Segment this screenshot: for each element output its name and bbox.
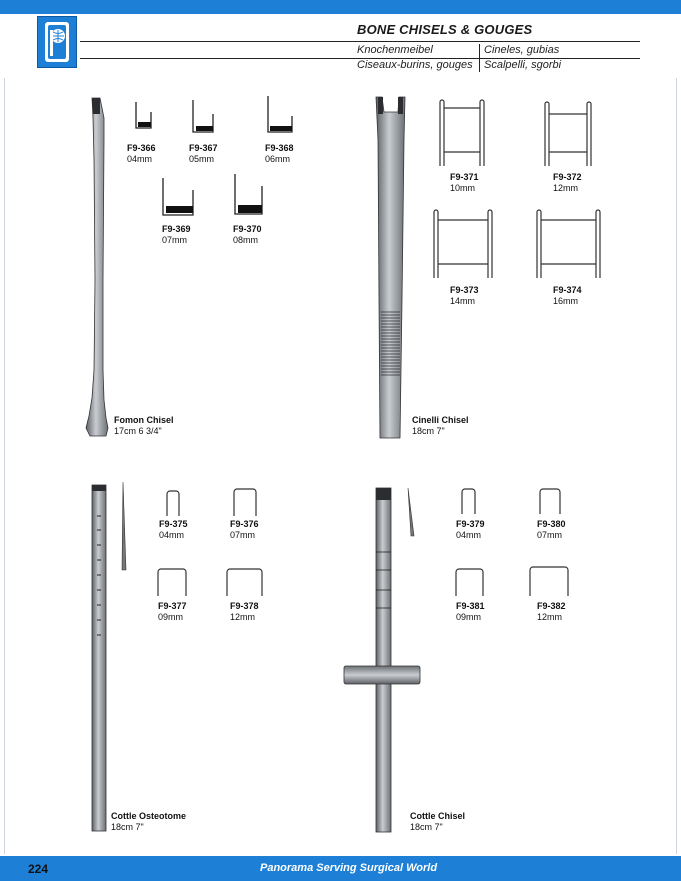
variant-code: F9-373	[450, 285, 479, 295]
variant-code: F9-379	[456, 519, 485, 529]
cottle-osteotome-tip-profile-icon	[158, 489, 262, 596]
fomon-chisel-illustration	[86, 98, 108, 436]
variant-code: F9-381	[456, 601, 485, 611]
cottle-osteotome-illustration	[92, 482, 126, 831]
variant-size: 14mm	[450, 296, 476, 306]
variant-code: F9-382	[537, 601, 566, 611]
variant-size: 12mm	[553, 183, 579, 193]
variant-code: F9-372	[553, 172, 582, 182]
product-name: Cottle Chisel	[410, 811, 466, 821]
product-name: Cinelli Chisel	[412, 415, 469, 425]
translation-german: Knochenmeibel	[357, 44, 433, 56]
footer-tagline: Panorama Serving Surgical World	[260, 862, 438, 874]
variant-code: F9-369	[162, 224, 191, 234]
variant-size: 10mm	[450, 183, 476, 193]
variant-size: 06mm	[265, 154, 291, 164]
translation-italian: Scalpelli, sgorbi	[484, 59, 562, 71]
variant-size: 09mm	[158, 612, 184, 622]
page-number: 224	[28, 862, 49, 876]
variant-code: F9-377	[158, 601, 187, 611]
variant-code: F9-368	[265, 143, 294, 153]
cottle-chisel-tip-profile-icon	[456, 489, 568, 596]
cinelli-chisel-illustration	[376, 97, 405, 438]
variant-size: 08mm	[233, 235, 259, 245]
product-dimensions: 18cm 7"	[412, 426, 445, 436]
variant-code: F9-376	[230, 519, 259, 529]
variant-size: 04mm	[127, 154, 153, 164]
variant-size: 04mm	[456, 530, 482, 540]
variant-code: F9-375	[159, 519, 188, 529]
variant-code: F9-370	[233, 224, 262, 234]
variant-size: 04mm	[159, 530, 185, 540]
product-dimensions: 18cm 7"	[111, 822, 144, 832]
variant-size: 07mm	[230, 530, 256, 540]
translation-spanish: Cineles, gubias	[484, 44, 560, 56]
variant-code: F9-378	[230, 601, 259, 611]
variant-size: 09mm	[456, 612, 482, 622]
product-name: Fomon Chisel	[114, 415, 174, 425]
translation-french: Ciseaux-burins, gouges	[357, 59, 473, 71]
product-name: Cottle Osteotome	[111, 811, 187, 821]
variant-size: 12mm	[230, 612, 256, 622]
variant-code: F9-380	[537, 519, 566, 529]
product-dimensions: 17cm 6 3/4"	[114, 426, 162, 436]
variant-size: 16mm	[553, 296, 579, 306]
variant-code: F9-367	[189, 143, 218, 153]
variant-code: F9-371	[450, 172, 479, 182]
cottle-chisel-illustration	[344, 488, 420, 832]
variant-code: F9-366	[127, 143, 156, 153]
page-title: BONE CHISELS & GOUGES	[357, 22, 533, 37]
variant-size: 07mm	[162, 235, 188, 245]
product-dimensions: 18cm 7"	[410, 822, 443, 832]
variant-size: 05mm	[189, 154, 215, 164]
variant-size: 07mm	[537, 530, 563, 540]
variant-code: F9-374	[553, 285, 582, 295]
variant-size: 12mm	[537, 612, 563, 622]
